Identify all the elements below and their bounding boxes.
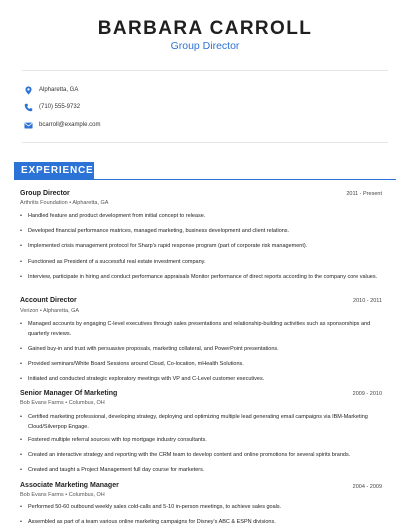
envelope-icon	[22, 121, 34, 130]
job-bullet: • Functioned as President of a successful real estate investment company.	[20, 259, 206, 265]
job-bullet: • Implemented crisis management protocol for Sharp's rapid response program (part of corporate risk management).	[20, 243, 308, 249]
job-title: Account Director	[20, 297, 77, 304]
job-title: Group Director	[20, 190, 70, 197]
job-dates: 2010 - 2011	[353, 298, 382, 304]
job-bullet: • Gained buy-in and trust with persuasive proposals, marketing collateral, and PowerPoint presentations.	[20, 346, 279, 352]
job-org: Verizon • Alpharetta, GA	[20, 308, 80, 314]
job-org: Bob Evans Farms • Columbus, OH	[20, 400, 105, 406]
email-link[interactable]: bcarroll@example.com	[39, 122, 101, 128]
job-bullet: • Created an interactive strategy and reporting with the CRM team to develop content and online promotions for several spirits brands.	[20, 452, 351, 458]
job-dates: 2011 - Present	[346, 191, 382, 197]
phone-icon	[22, 103, 34, 112]
contact-phone	[22, 100, 80, 114]
job-org: Arthritis Foundation • Alpharetta, GA	[20, 200, 109, 206]
job-bullet: • Initiated and conducted strategic exploratory meetings with VP and C-Level customer executives.	[20, 376, 265, 382]
job-bullet: • Provided seminars/White Board Sessions around Cloud, Co-location, mHealth Solutions.	[20, 361, 244, 367]
job-bullet: • Developed financial performance matrices, managed marketing, business development and client relations.	[20, 228, 290, 234]
experience-rule	[14, 179, 396, 180]
job-bullet: • Managed accounts by engaging C-level executives through sales presentations and relationship-building activities such as sponsorships and quarterly reviews.	[20, 321, 371, 337]
job-bullet: • Created and taught a Project Management full day course for marketers.	[20, 467, 205, 473]
phone-text: (710) 555-9732	[39, 104, 81, 110]
job-title: Associate Marketing Manager	[20, 482, 119, 489]
experience-heading: EXPERIENCE	[14, 162, 94, 179]
job-title: Senior Manager Of Marketing	[20, 390, 118, 397]
contact-email[interactable]	[22, 118, 100, 132]
job-bullet: • Handled feature and product development from initial concept to release.	[20, 213, 206, 219]
job-bullet: • Certified marketing professional, developing strategy, deploying and optimizing multiple lead generating email campaigns via IBM-Marketing Cloud/Silverpop Engage.	[20, 414, 368, 430]
candidate-title: Group Director	[170, 40, 240, 52]
job-bullet: • Fostered multiple referral sources with top mortgage industry consultants.	[20, 437, 207, 443]
location-text: Alpharetta, GA	[39, 87, 79, 93]
job-dates: 2004 - 2009	[352, 484, 382, 490]
candidate-name: BARBARA CARROLL	[97, 18, 313, 39]
job-dates: 2009 - 2010	[352, 391, 382, 397]
job-bullet: • Performed 50-60 outbound weekly sales cold-calls and 5-10 in-person meetings, to achieve sales goals.	[20, 504, 282, 510]
contact-location	[22, 83, 78, 97]
contact-divider	[22, 142, 388, 143]
job-org: Bob Evans Farms • Columbus, OH	[20, 492, 105, 498]
job-bullet: • Assembled as part of a team various online marketing campaigns for Disney's ABC & ESPN divisions.	[20, 519, 276, 525]
job-bullet: • Interview, participate in hiring and conduct performance appraisals Monitor performance of direct reports according to the company core values.	[20, 274, 378, 280]
map-pin-icon	[22, 86, 34, 95]
header-divider	[22, 70, 388, 71]
